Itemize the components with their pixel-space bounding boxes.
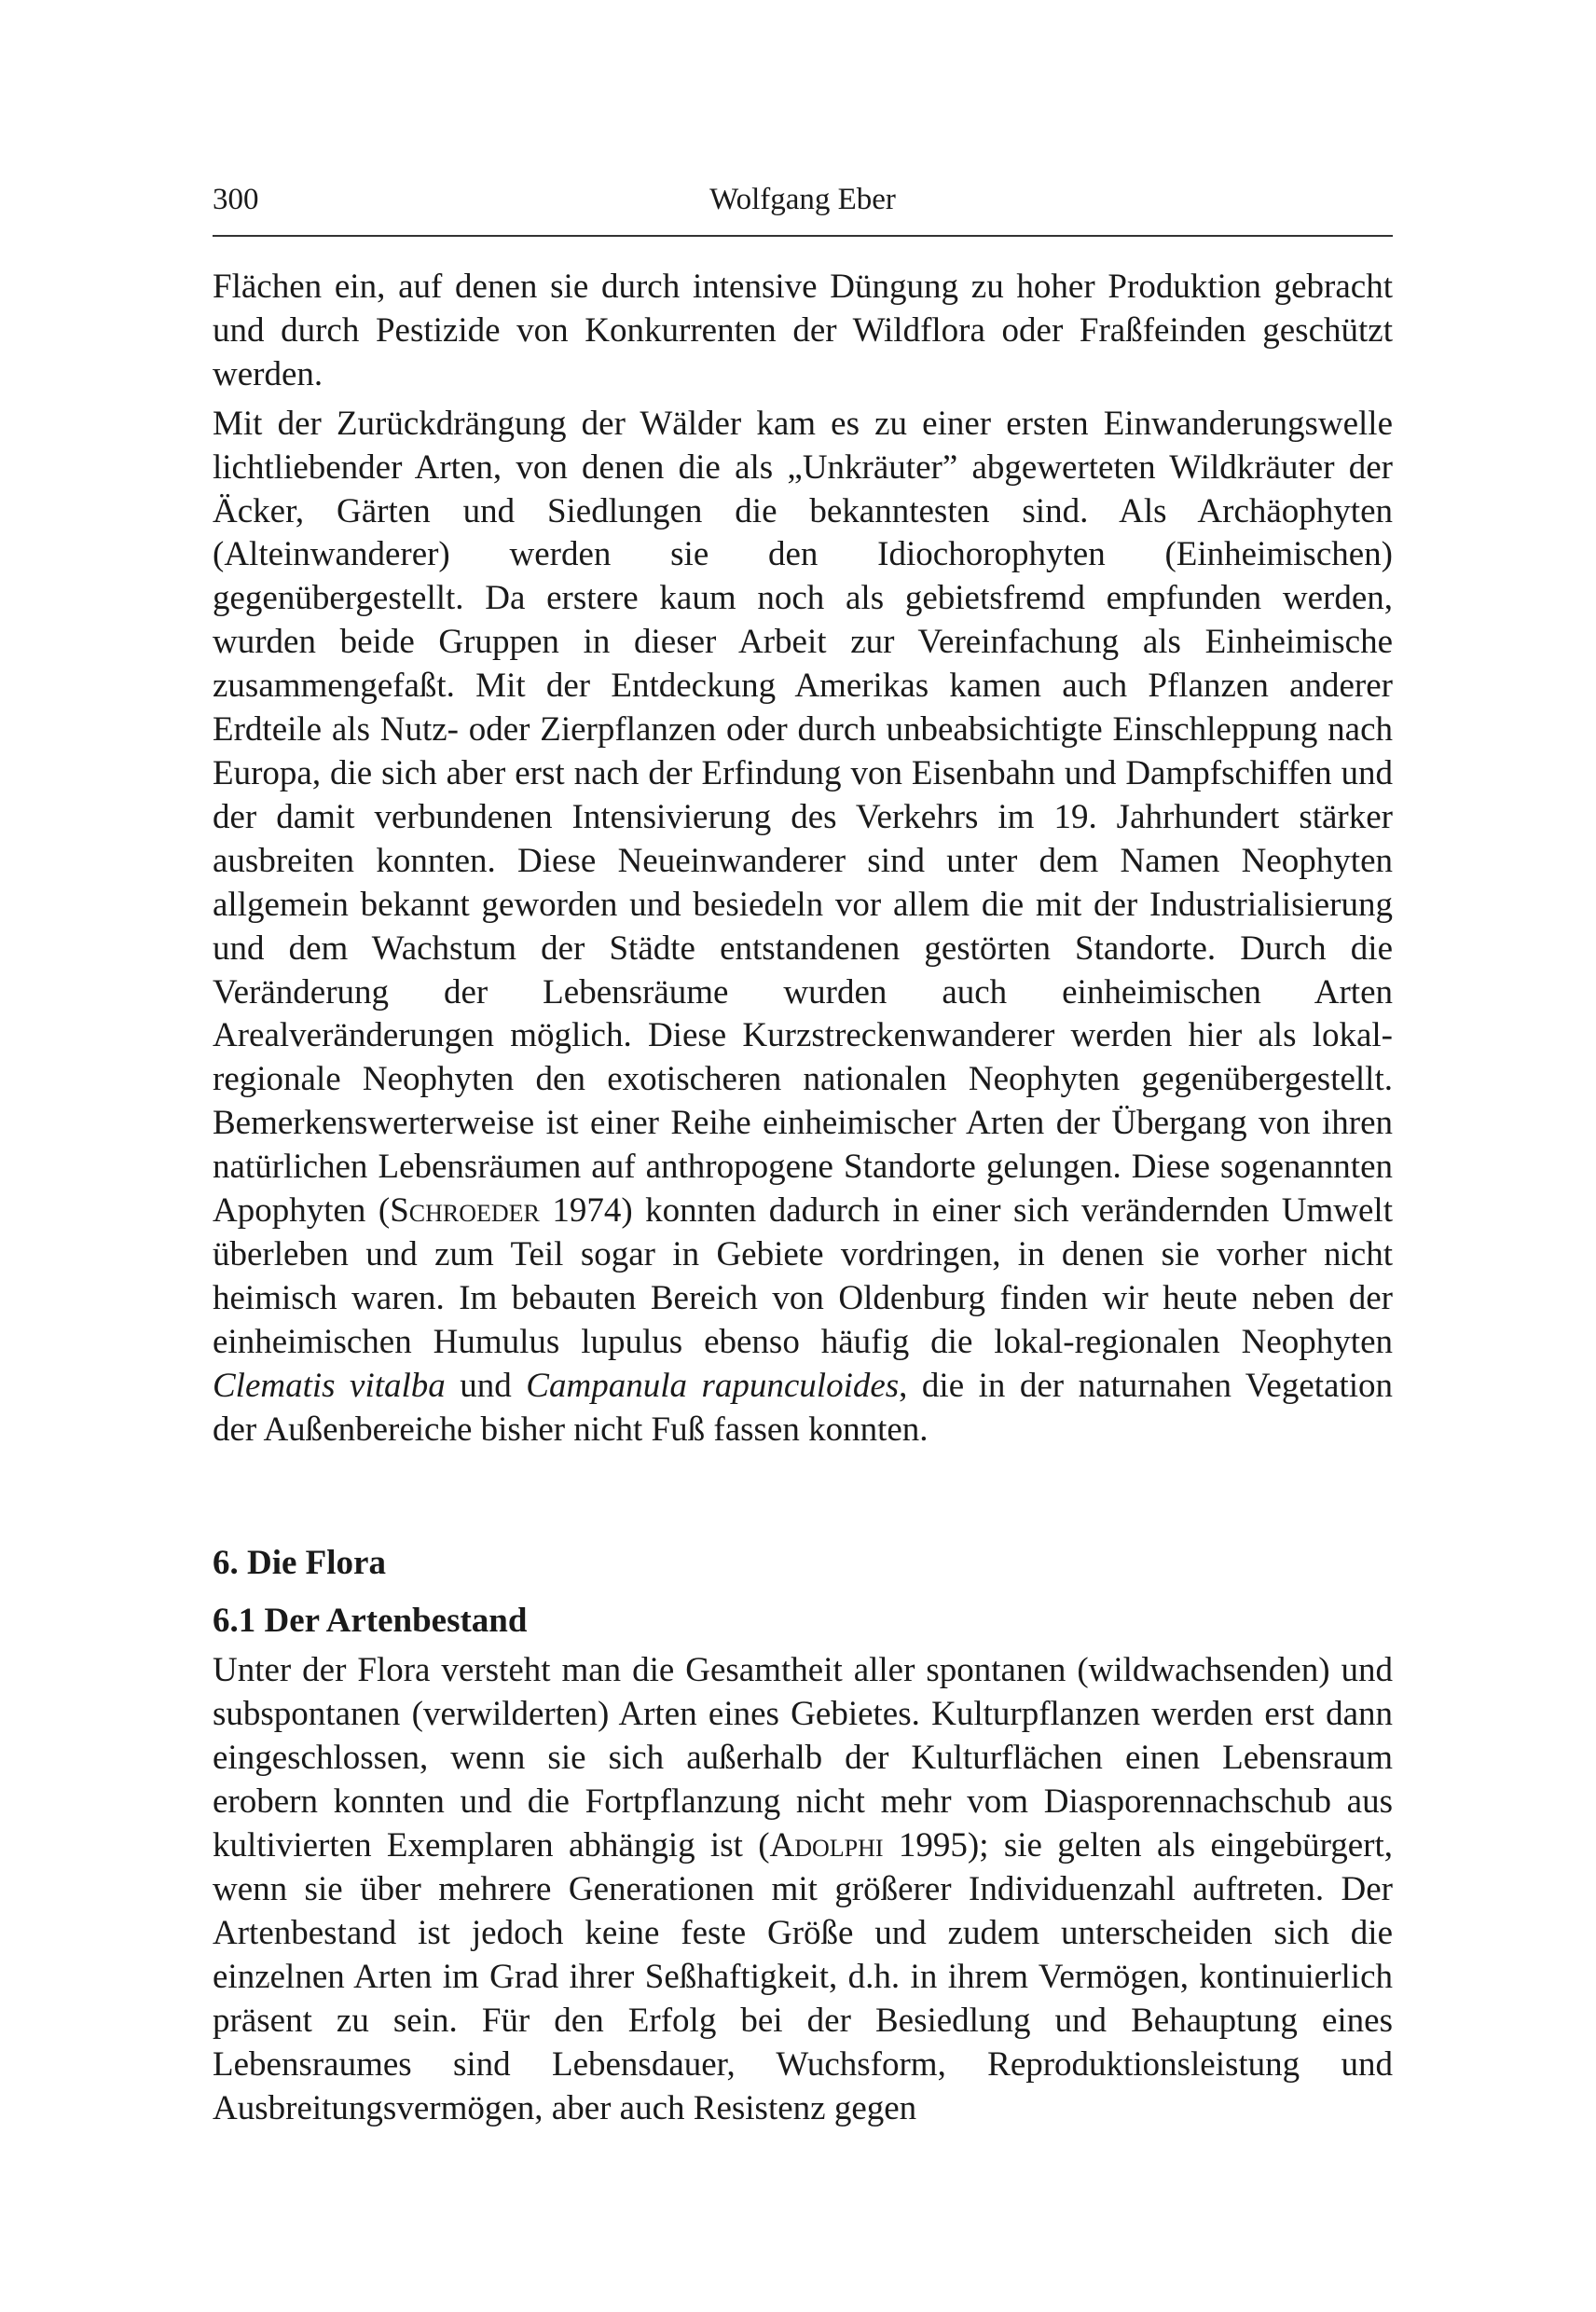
paragraph-intro: Flächen ein, auf denen sie durch intensive Düngung zu hoher Produktion gebracht und durch Pestizide von Konkurrenten der Wildflora oder Fraßfeinden geschützt werden. — [213, 268, 1393, 393]
species-name: Clematis vitalba — [213, 1366, 446, 1405]
running-head-author: Wolfgang Eber — [709, 183, 896, 216]
paragraph-text: und — [445, 1366, 527, 1405]
paragraph-text: Mit der Zurückdrängung der Wälder kam es zu einer ersten Einwanderungswelle lichtliebender Arten, von denen die als „Unkräuter” abgewerteten Wildkräuter der Äcker, Gärten und Siedlungen die bekanntesten sind. Als Archäophyten (Alteinwanderer) werden sie den Idiochorophyten (Einheimischen) gegenübergestellt. Da erstere kaum noch als gebietsfremd empfunden werden, wurden beide Gruppen in dieser Arbeit zur Vereinfachung als Einheimische zusammengefaßt. Mit der Entdeckung Amerikas kamen auch Pflanzen anderer Erdteile als Nutz- oder Zierpflanzen oder durch unbeabsichtigte Einschleppung nach Europa, die sich aber erst nach der Erfindung von Eisenbahn und Dampfschiffen und der damit verbundenen Intensivierung des Verkehrs im 19. Jahrhundert stärker ausbreiten konnten. Diese Neueinwanderer sind unter dem Namen Neophyten allgemein bekannt geworden und besiedeln vor allem die mit der Industrialisierung und dem Wachstum der Städte entstandenen gestörten Standorte. Durch die Veränderung der Lebensräume wurden auch einheimischen Arten Arealveränderungen möglich. Diese Kurzstreckenwanderer werden hier als lokal-regionale Neophyten den exotischeren nationalen Neophyten gegenübergestellt. Bemerkenswerterweise ist einer Reihe einheimischer Arten der Übergang von ihren natürlichen Lebensräumen auf anthropogene Standorte gelungen. Diese sogenannten Apophyten ( — [213, 404, 1393, 1231]
paragraph-text: Unter der Flora versteht man die Gesamtheit aller spontanen (wildwachsenden) und subspontanen (verwilderten) Arten eines Gebietes. Kulturpflanzen werden erst dann eingeschlossen, wenn sie sich außerhalb der Kulturflächen einen Lebensraum erobern konnten und die Fortpflanzung nicht mehr vom Diasporennachschub aus kultivierten Exemplaren abhängig ist ( — [213, 1651, 1393, 1865]
page-body — [213, 266, 1393, 2130]
citation-author: Schroeder — [390, 1191, 540, 1231]
header-rule — [213, 235, 1393, 237]
paragraph-text: 1974) konnten dadurch in einer sich verändernden Umwelt überleben und zum Teil sogar in Gebiete vordringen, in denen sie vorher nicht heimisch waren. Im bebauten Bereich von Oldenburg finden wir heute neben der einheimischen Humulus lupulus ebenso häufig die lokal-regionalen Neophyten — [213, 1191, 1393, 1361]
paragraph-text: 1995); sie gelten als eingebürgert, wenn sie über mehrere Generationen mit größerer Individuenzahl auftreten. Der Artenbestand ist jedoch keine feste Größe und zudem unterscheiden sich die einzelnen Arten im Grad ihrer Seßhaftigkeit, d.h. in ihrem Vermögen, kontinuierlich präsent zu sein. Für den Erfolg bei der Besiedlung und Behauptung eines Lebensraumes sind Lebensdauer, Wuchsform, Reproduktionsleistung und Ausbreitungsvermögen, aber auch Resistenz gegen — [213, 1826, 1393, 2127]
page-header — [213, 183, 1393, 231]
section-heading: 6. Die Flora — [213, 1544, 386, 1583]
paragraph-immigration-history — [213, 403, 1393, 1452]
page-number: 300 — [213, 183, 259, 216]
subsection-heading: 6.1 Der Artenbestand — [213, 1602, 528, 1641]
species-name: Campanula rapunculoides — [526, 1366, 900, 1405]
paragraph-flora-definition — [213, 1649, 1393, 2130]
citation-author: Adolphi — [769, 1826, 884, 1865]
paragraph-text: , die in der naturnahen Vegetation der Außenbereiche bisher nicht Fuß fassen konnten. — [213, 1366, 1394, 1449]
